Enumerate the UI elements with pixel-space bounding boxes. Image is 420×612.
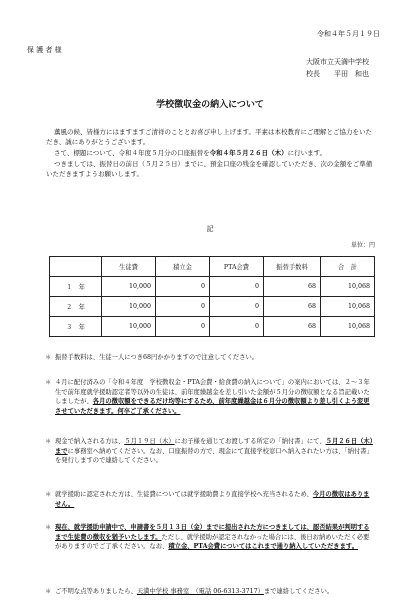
sender-school: 大阪市立天満中学校	[306, 58, 369, 66]
header-cell: 振替手数料	[264, 257, 321, 277]
table-cell: 10,068	[321, 277, 375, 297]
table-cell: 0	[210, 317, 264, 337]
fee-table-header-row	[50, 257, 375, 277]
recipient: 保 護 者 様	[27, 46, 62, 54]
note-text: 現金で納入される方は、	[55, 438, 125, 445]
table-cell: 0	[156, 277, 210, 297]
note-text: にお子様を通じてお渡しする所定の「納付書」にて、	[174, 438, 326, 445]
note-text: ただし、就学援助が認定されなかった場合には、後日お納めいただく必要がありますのでご了承ください。なお、	[55, 533, 370, 551]
note-date-handout: ５月１９日（木）	[124, 438, 175, 445]
grade-cell: ２ 年	[50, 297, 102, 317]
note-transfer-fee	[45, 353, 373, 363]
note-emphasis: 各月の徴収額をできるだけ均等にするため、前年度繰越金は６月分の徴収額より差し引くよう変更させていただきます。何卒ご了承ください。	[55, 398, 370, 415]
table-row	[50, 317, 375, 337]
transfer-date-paragraph	[46, 149, 378, 159]
preparation-paragraph: つきましては、振替日の前日（５月２５日）までに、預金口座の残金を確認していただき、次の金額をご準備いただきますようお願いします。	[46, 160, 373, 178]
page-title: 学校徴収金の納入について	[156, 100, 264, 110]
table-cell: 0	[156, 317, 210, 337]
note-text: ご不明な点等ありましたら、	[55, 588, 137, 595]
table-cell: 68	[264, 317, 321, 337]
note-text: に事務室へ納めてください。なお、口座振替の方で、現金にて直接学校窓口へ納入されたい方は、「納付書」を発行しますので連絡してください。	[55, 447, 373, 465]
table-cell: 10,068	[321, 317, 375, 337]
note-marker: ＊	[45, 354, 52, 361]
table-cell: 10,068	[321, 297, 375, 317]
table-cell: 68	[264, 277, 321, 297]
note-carryover-change	[45, 378, 373, 416]
header-cell	[50, 257, 102, 277]
header-cell: 生徒費	[102, 257, 156, 277]
table-cell: 0	[210, 297, 264, 317]
header-cell: PTA会費	[210, 257, 264, 277]
note-school-aid	[45, 490, 373, 509]
transfer-date-text-c: に行います。	[287, 149, 327, 157]
header-cell: 積立金	[156, 257, 210, 277]
note-cash-payment	[45, 437, 373, 466]
transfer-date-text-a: さて、標題について、令和４年度５月分の口座振替を	[54, 149, 210, 157]
grade-cell: １ 年	[50, 277, 102, 297]
note-marker: ＊	[45, 588, 52, 595]
sender-principal: 校長 平田 和也	[306, 70, 369, 78]
note-deadline: ５月２６日（木）まで	[55, 438, 373, 455]
grade-cell: ３ 年	[50, 317, 102, 337]
note-marker: ＊	[45, 524, 52, 531]
table-cell: 10,000	[102, 277, 156, 297]
note-emphasis: 今月の徴収はありません。	[55, 491, 370, 508]
unit-label: 単位：円	[350, 242, 375, 249]
note-text: ４月に配付済みの「令和４年度 学校徴収金・PTA会費・給食費の納入について」の案内においては、２～３年生で前年度就学援助認定者等以外の生徒は、前年度繰越金を差し引いた金額が５月分の徴収額となる旨記載いたしましたが、	[55, 379, 370, 406]
note-emphasis: 現在、就学援助申請中で、申請書を５月１３日（金）までに提出された方につきましては、認否結果が判明するまで生徒費の徴収を猶予いたします。	[55, 524, 370, 541]
office-contact: 天満中学校 事務室 （電話 06-6313-3717）	[136, 588, 264, 595]
fee-table	[49, 256, 375, 337]
note-marker: ＊	[45, 491, 52, 498]
note-text: 就学援助に認定された方は、生徒費については就学援助費より直接学校へ充当されるため、	[55, 491, 313, 498]
note-contact	[45, 587, 373, 597]
table-cell: 68	[264, 297, 321, 317]
table-cell: 10,000	[102, 317, 156, 337]
table-row	[50, 297, 375, 317]
transfer-date: 令和４年５月２６日（木）	[209, 149, 288, 157]
header-cell: 合 計	[321, 257, 375, 277]
note-marker: ＊	[45, 379, 52, 386]
note-marker: ＊	[45, 438, 52, 445]
table-cell: 0	[210, 277, 264, 297]
ki-heading: 記	[206, 225, 214, 233]
table-cell: 10,000	[102, 297, 156, 317]
note-text: 振替手数料は、生徒一人につき68円かかりますので注意してください。	[55, 354, 259, 361]
intro-paragraph: 薫風の候、皆様方にはますますご清祥のこととお喜び申し上げます。平素は本校教育にご理解とご協力をいただき、誠にありがとうございます。	[46, 128, 372, 146]
note-emphasis: 積立金、PTA会費についてはこれまで通り納入していただきます。	[168, 543, 358, 551]
letter-date: 令和４年５月１９日	[317, 30, 380, 38]
table-cell: 0	[156, 297, 210, 317]
note-aid-pending	[45, 523, 373, 552]
table-row	[50, 277, 375, 297]
note-text: まで連絡してください。	[263, 588, 334, 595]
